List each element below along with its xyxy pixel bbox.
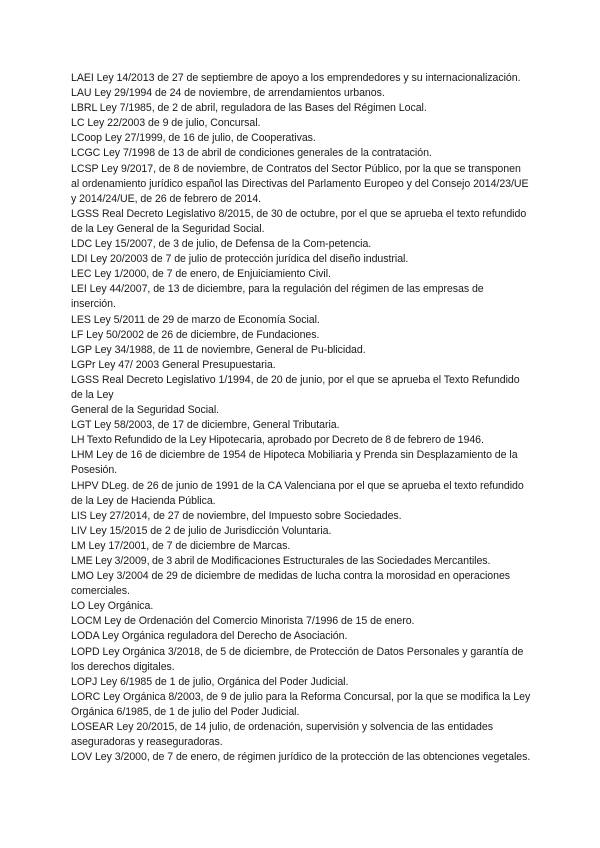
list-item: LHPV DLeg. de 26 de junio de 1991 de la CA Valenciana por el que se aprueba el texto refundido de la Ley de Hacienda Pública.: [71, 479, 524, 507]
list-item: LGSS Real Decreto Legislativo 1/1994, de 20 de junio, por el que se aprueba el Texto Refundido de la Ley: [71, 373, 520, 401]
list-item: LOV Ley 3/2000, de 7 de enero, de régimen jurídico de la protección de las obtenciones vegetales.: [71, 751, 531, 764]
list-item: LGT Ley 58/2003, de 17 de diciembre, General Tributaria.: [71, 419, 340, 432]
list-item: LES Ley 5/2011 de 29 de marzo de Economía Social.: [71, 313, 320, 326]
list-item: LOPD Ley Orgánica 3/2018, de 5 de diciembre, de Protección de Datos Personales y garantía de los derechos digitales.: [71, 645, 524, 673]
list-item: LBRL Ley 7/1985, de 2 de abril, reguladora de las Bases del Régimen Local.: [71, 102, 427, 115]
list-item: LEI Ley 44/2007, de 13 de diciembre, para la regulación del régimen de las empresas de inserción.: [71, 283, 484, 311]
list-item: LGSS Real Decreto Legislativo 8/2015, de 30 de octubre, por el que se aprueba el texto refundido de la Ley General de la Seguridad Social.: [71, 207, 527, 235]
list-item: LIV Ley 15/2015 de 2 de julio de Jurisdicción Voluntaria.: [71, 524, 332, 537]
abbreviations-list: [71, 71, 531, 765]
list-item: LIS Ley 27/2014, de 27 de noviembre, del Impuesto sobre Sociedades.: [71, 509, 402, 522]
list-item: LORC Ley Orgánica 8/2003, de 9 de julio para la Reforma Concursal, por la que se modifica la Ley Orgánica 6/1985, de 1 de julio del Poder Judicial.: [71, 690, 531, 718]
list-item: LGP Ley 34/1988, de 11 de noviembre, General de Pu-blicidad.: [71, 343, 366, 356]
list-item: LDC Ley 15/2007, de 3 de julio, de Defensa de la Com-petencia.: [71, 238, 372, 251]
list-item: General de la Seguridad Social.: [71, 404, 220, 417]
list-item: LCGC Ley 7/1998 de 13 de abril de condiciones generales de la contratación.: [71, 147, 432, 160]
list-item: LDI Ley 20/2003 de 7 de julio de protección jurídica del diseño industrial.: [71, 253, 409, 266]
list-item: LMO Ley 3/2004 de 29 de diciembre de medidas de lucha contra la morosidad en operaciones comerciales.: [71, 570, 511, 598]
list-item: LGPr Ley 47/ 2003 General Presupuestaria.: [71, 358, 276, 371]
list-item: LME Ley 3/2009, de 3 abril de Modificaciones Estructurales de las Sociedades Mercantiles.: [71, 555, 491, 567]
list-item: LO Ley Orgánica.: [71, 600, 154, 613]
list-item: LF Ley 50/2002 de 26 de diciembre, de Fundaciones.: [71, 328, 320, 341]
list-item: LCSP Ley 9/2017, de 8 de noviembre, de Contratos del Sector Público, por la que se transponen al ordenamiento jurídico español las Directivas del Parlamento Europeo y del Consejo 2014/23/UE y 2014/24/UE, de 26 de febrero de 2014.: [71, 162, 529, 205]
list-item: LC Ley 22/2003 de 9 de julio, Concursal.: [71, 117, 261, 130]
list-item: LCoop Ley 27/1999, de 16 de julio, de Cooperativas.: [71, 132, 316, 145]
list-item: LOSEAR Ley 20/2015, de 14 julio, de ordenación, supervisión y solvencia de las entidades aseguradoras y reaseguradoras.: [71, 721, 493, 749]
list-item: LODA Ley Orgánica reguladora del Derecho de Asociación.: [71, 630, 348, 643]
list-item: LH Texto Refundido de la Ley Hipotecaria, aprobado por Decreto de 8 de febrero de 1946.: [71, 434, 484, 447]
list-item: LAU Ley 29/1994 de 24 de noviembre, de arrendamientos urbanos.: [71, 87, 385, 100]
list-item: LOCM Ley de Ordenación del Comercio Minorista 7/1996 de 15 de enero.: [71, 615, 415, 628]
list-item: LAEI Ley 14/2013 de 27 de septiembre de apoyo a los emprendedores y su internacionalización.: [71, 72, 521, 84]
list-item: LHM Ley de 16 de diciembre de 1954 de Hipoteca Mobiliaria y Prenda sin Desplazamiento de la Posesión.: [71, 449, 518, 477]
list-item: LM Ley 17/2001, de 7 de diciembre de Marcas.: [71, 539, 291, 552]
list-item: LOPJ Ley 6/1985 de 1 de julio, Orgánica del Poder Judicial.: [71, 675, 349, 688]
list-item: LEC Ley 1/2000, de 7 de enero, de Enjuiciamiento Civil.: [71, 268, 331, 281]
